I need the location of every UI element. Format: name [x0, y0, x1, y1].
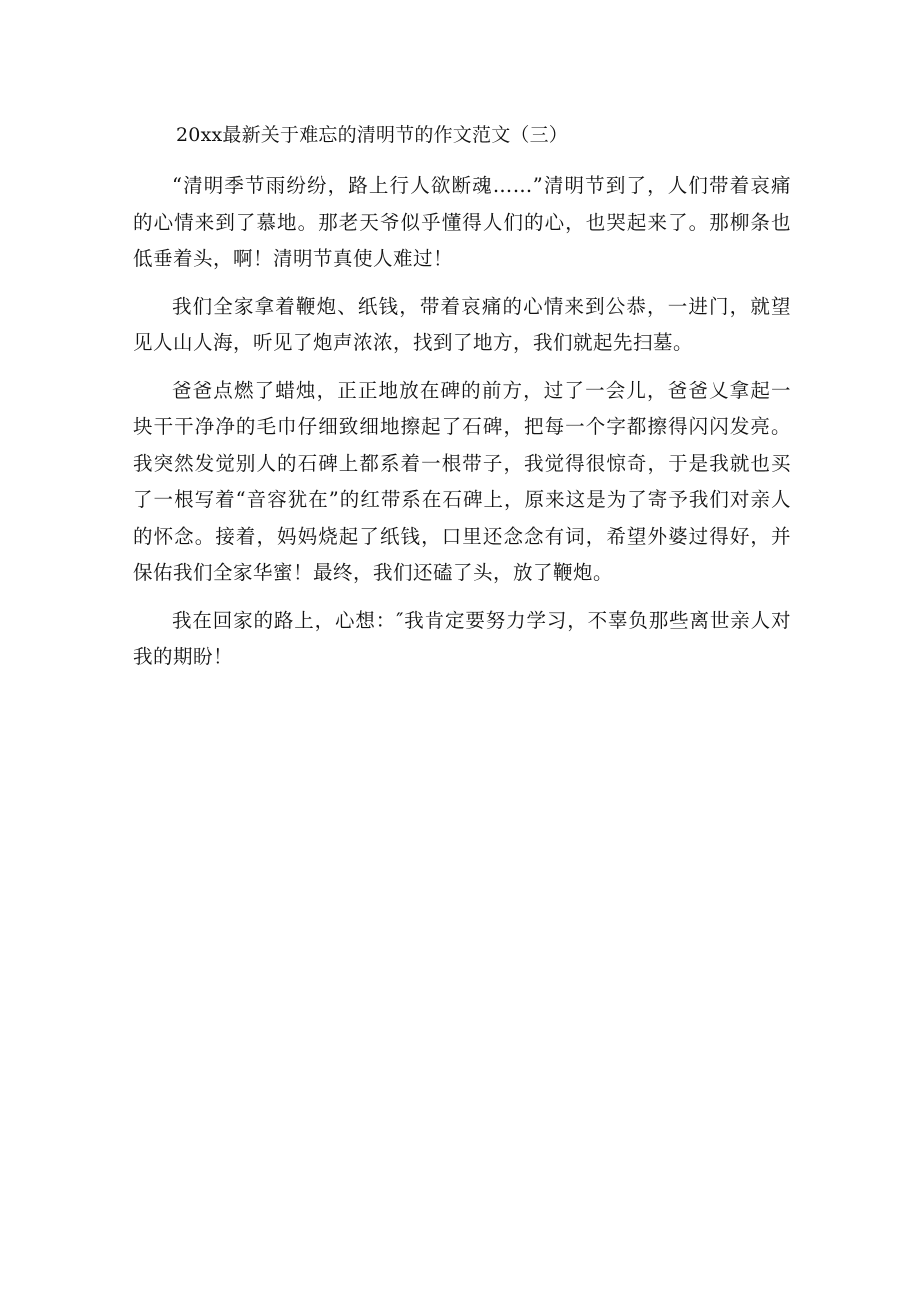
document-body — [133, 168, 791, 687]
paragraph-1: “清明季节雨纷纷，路上行人欲断魂……”清明节到了，人们带着哀痛的心情来到了慕地。那老天爷似乎懂得人们的心，也哭起来了。那柳条也低垂着头，啊！清明节真使人难过！ — [133, 174, 791, 270]
paragraph-3: 爸爸点燃了蜡烛，正正地放在碑的前方，过了一会儿，爸爸乂拿起一块干干净净的毛巾仔细致细地擦起了石碑，把每一个字都擦得闪闪发亮。我突然发觉别人的石碑上都系着一根带子，我觉得很惊奇，于是我就也买了一根写着“音容犹在”的红带系在石碑上，原来这是为了寄予我们对亲人的怀念。接着，妈妈烧起了纸钱，口里还念念有词，希望外婆过得好，并保佑我们全家华蜜！最终，我们还磕了头，放了鞭炮。 — [133, 378, 791, 584]
paragraph-2: 我们全家拿着鞭炮、纸钱，带着哀痛的心情来到公恭，一进门，就望见人山人海，听见了炮声浓浓，找到了地方，我们就起先扫墓。 — [133, 294, 791, 354]
document-title: 20xx最新关于难忘的清明节的作文范文（三） — [176, 124, 569, 146]
paragraph-4: 我在回家的路上，心想：″我肯定要努力学习，不辜负那些离世亲人对我的期盼！ — [133, 608, 791, 668]
